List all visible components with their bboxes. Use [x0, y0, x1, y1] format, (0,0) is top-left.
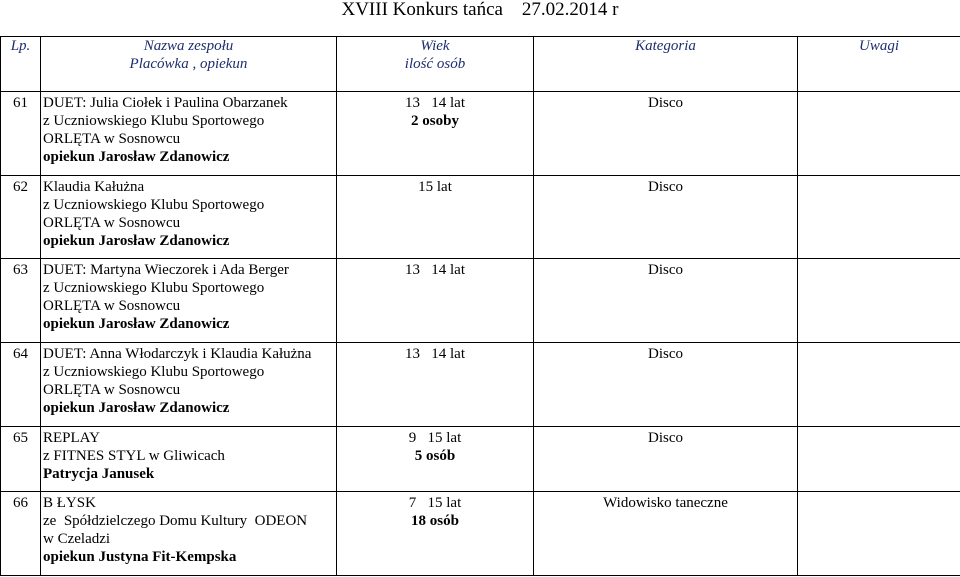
header-name: [41, 37, 337, 92]
row-number: 66: [1, 492, 41, 576]
entry-category: Disco: [534, 343, 798, 427]
person-count: 18 osób: [411, 513, 459, 530]
table-row: [1, 259, 960, 343]
entries-table: [0, 36, 960, 576]
age-range: 9 15 lat: [408, 429, 462, 446]
entry-guardian: opiekun Jarosław Zdanowicz: [43, 316, 230, 333]
entry-name-line: B ŁYSK: [43, 495, 96, 512]
entry-category: Disco: [534, 259, 798, 343]
table-row: [1, 426, 960, 492]
entry-description: [41, 492, 337, 576]
entry-name-line: DUET: Anna Włodarczyk i Klaudia Kałużna: [43, 346, 312, 363]
entry-description: [41, 92, 337, 176]
entry-notes: [798, 259, 960, 343]
row-number: 65: [1, 426, 41, 492]
table-row: [1, 343, 960, 427]
header-lp: Lp.: [1, 37, 41, 92]
age-range: 15 lat: [418, 178, 452, 195]
entry-age: [337, 426, 534, 492]
entry-age: [337, 175, 534, 259]
age-range: 7 15 lat: [408, 495, 462, 512]
entry-name-line: ORLĘTA w Sosnowcu: [43, 382, 181, 399]
entry-description: [41, 259, 337, 343]
header-row: [1, 37, 960, 92]
entry-guardian: Patrycja Janusek: [43, 465, 155, 482]
entry-name-line: DUET: Julia Ciołek i Paulina Obarzanek: [43, 95, 288, 111]
entry-category: Disco: [534, 175, 798, 259]
entry-age: [337, 492, 534, 576]
table-row: [1, 175, 960, 259]
row-number: 64: [1, 343, 41, 427]
entry-guardian: opiekun Jarosław Zdanowicz: [43, 232, 230, 249]
entry-name-line: ORLĘTA w Sosnowcu: [43, 298, 181, 315]
age-range: 13 14 lat: [405, 95, 465, 111]
entry-name-line: ze Spółdzielczego Domu Kultury ODEON: [43, 513, 308, 530]
entry-age: [337, 92, 534, 176]
entry-notes: [798, 426, 960, 492]
entry-name-line: z Uczniowskiego Klubu Sportowego: [43, 364, 265, 381]
header-name-line1: Nazwa zespołu: [143, 38, 234, 54]
person-count: 2 osoby: [411, 113, 459, 129]
header-age: [337, 37, 534, 92]
entry-name-line: z Uczniowskiego Klubu Sportowego: [43, 113, 265, 129]
entry-name-line: w Czeladzi: [43, 531, 111, 548]
entry-name-line: z FITNES STYL w Gliwicach: [43, 447, 225, 464]
entry-description: [41, 175, 337, 259]
entry-notes: [798, 175, 960, 259]
row-number: 61: [1, 92, 41, 176]
header-category: Kategoria: [534, 37, 798, 92]
entry-category: Widowisko taneczne: [534, 492, 798, 576]
entry-name-line: DUET: Martyna Wieczorek i Ada Berger: [43, 262, 289, 279]
entry-name-line: z Uczniowskiego Klubu Sportowego: [43, 196, 265, 213]
header-name-line2: Placówka , opiekun: [129, 56, 248, 72]
entry-guardian: opiekun Jarosław Zdanowicz: [43, 149, 230, 165]
row-number: 62: [1, 175, 41, 259]
table-row: [1, 92, 960, 176]
person-count: 5 osób: [414, 447, 456, 464]
entry-guardian: opiekun Justyna Fit-Kempska: [43, 549, 237, 566]
age-range: 13 14 lat: [405, 262, 465, 279]
table-row: [1, 492, 960, 576]
age-range: 13 14 lat: [405, 346, 465, 363]
entry-guardian: opiekun Jarosław Zdanowicz: [43, 400, 230, 417]
entry-name-line: REPLAY: [43, 429, 100, 446]
entry-description: [41, 426, 337, 492]
entry-category: Disco: [534, 426, 798, 492]
entry-notes: [798, 92, 960, 176]
entry-age: [337, 343, 534, 427]
entry-category: Disco: [534, 92, 798, 176]
entry-name-line: z Uczniowskiego Klubu Sportowego: [43, 280, 265, 297]
row-number: 63: [1, 259, 41, 343]
entry-notes: [798, 492, 960, 576]
entry-notes: [798, 343, 960, 427]
header-age-line2: ilość osób: [404, 56, 466, 72]
entry-name-line: ORLĘTA w Sosnowcu: [43, 214, 181, 231]
header-age-line1: Wiek: [420, 38, 450, 54]
header-notes: Uwagi: [798, 37, 960, 92]
entry-age: [337, 259, 534, 343]
entry-name-line: Klaudia Kałużna: [43, 178, 145, 195]
document-title: XVIII Konkurs tańca 27.02.2014 r: [341, 0, 619, 20]
entry-name-line: ORLĘTA w Sosnowcu: [43, 131, 181, 147]
entry-description: [41, 343, 337, 427]
